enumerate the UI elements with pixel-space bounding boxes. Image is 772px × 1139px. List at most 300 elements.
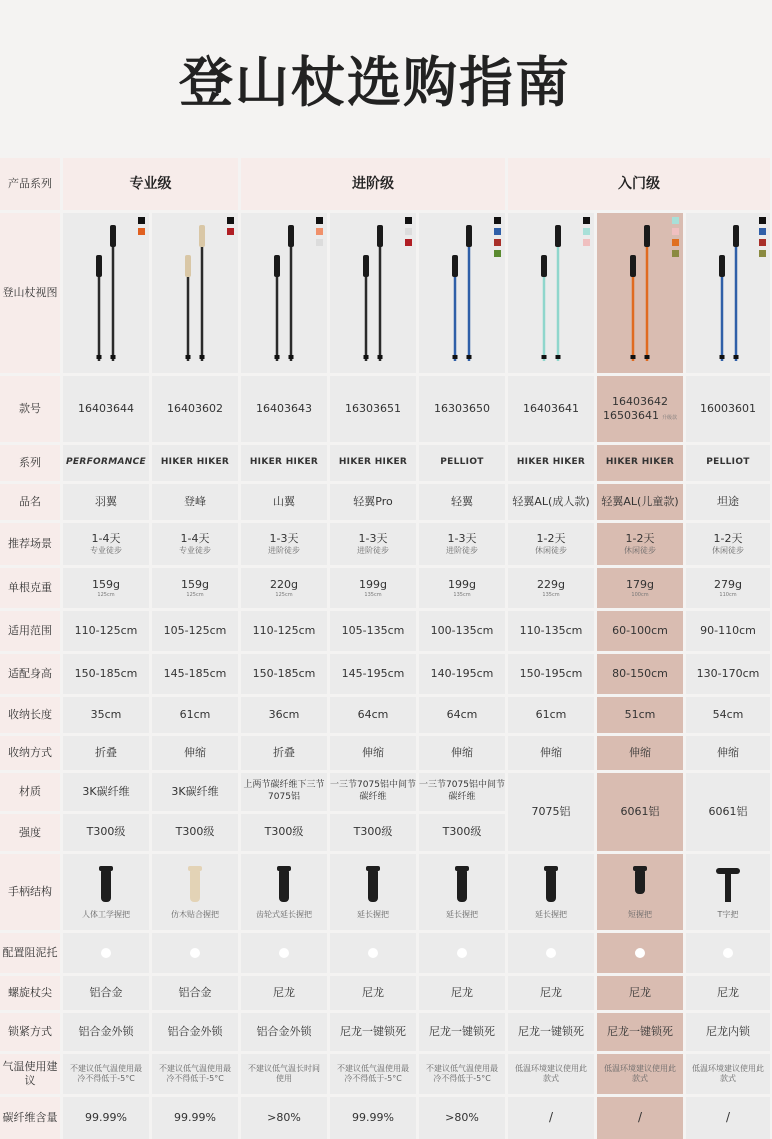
color-swatch (405, 239, 412, 246)
page-title: 登山杖选购指南 (179, 51, 571, 114)
tip-material-text: 尼龙 (273, 985, 295, 999)
stow-mode (152, 736, 238, 770)
carbon-content (63, 1097, 149, 1139)
included-dot-icon (546, 948, 556, 958)
fit-height (63, 654, 149, 694)
grip-icon (625, 864, 655, 906)
usable-range-text: 110-125cm (252, 623, 316, 637)
color-swatch (672, 239, 679, 246)
temp-text: 不建议低气温使用最冷不得低于-5°C (426, 1063, 498, 1083)
product-name-text: 轻翼 (451, 494, 473, 508)
product-name-text: 坦途 (717, 494, 739, 508)
mud-basket (597, 933, 683, 973)
header-mud: 配置阻泥托 (0, 933, 60, 973)
model-code-upgrade (603, 409, 677, 423)
carbon-content (330, 1097, 416, 1139)
carbon-content (241, 1097, 327, 1139)
color-swatch (494, 228, 501, 235)
usable-range (241, 611, 327, 651)
carbon-text: / (725, 1110, 731, 1125)
tier-advanced: 进阶级 (241, 158, 505, 210)
material (686, 773, 770, 851)
pole-illustration (508, 213, 594, 373)
lock-mode (419, 1013, 505, 1051)
model-number (686, 376, 770, 442)
included-dot-icon (635, 948, 645, 958)
product-name (597, 484, 683, 520)
color-swatch (138, 228, 145, 235)
color-swatch (316, 217, 323, 224)
color-swatch (759, 228, 766, 235)
model-code: 16303651 (345, 401, 401, 415)
stow-mode (241, 736, 327, 770)
stow-mode-text: 伸缩 (629, 745, 651, 759)
carbon-content (597, 1097, 683, 1139)
trekking-pole-icon (508, 213, 594, 373)
fit-height (508, 654, 594, 694)
carbon-text: / (548, 1110, 554, 1125)
included-dot-icon (101, 948, 111, 958)
brand-logo: HIKER HIKER (516, 457, 586, 468)
recommended-scene (63, 523, 149, 565)
grip-wrap (241, 854, 327, 930)
grip-wrap (686, 854, 770, 930)
grip-icon (269, 864, 299, 906)
header-weight: 单根克重 (0, 568, 60, 608)
grip-label: 仿木贴合握把 (171, 909, 219, 919)
temp-text: 不建议低气温使用最冷不得低于-5°C (337, 1063, 409, 1083)
brand-logo: HIKER HIKER (338, 457, 408, 468)
color-swatch (672, 217, 679, 224)
pole-illustration (241, 213, 327, 373)
material-text: 一三节7075铝中间节碳纤维 (419, 780, 505, 802)
carbon-text: 99.99% (85, 1110, 127, 1124)
fit-height-text: 130-170cm (696, 666, 760, 680)
pole-image (597, 213, 683, 373)
temperature-advice (241, 1054, 327, 1094)
product-name-text: 登峰 (184, 494, 206, 508)
recommended-scene (597, 523, 683, 565)
stowed-length (419, 697, 505, 733)
header-carbon: 碳纤维含量 (0, 1097, 60, 1139)
fit-height (419, 654, 505, 694)
lock-mode (330, 1013, 416, 1051)
scene-days: 1-3天 (447, 531, 477, 545)
pole-illustration (152, 213, 238, 373)
usable-range (597, 611, 683, 651)
fit-height-text: 80-150cm (612, 666, 668, 680)
product-name (330, 484, 416, 520)
tier-entry: 入门级 (508, 158, 770, 210)
fit-height-text: 150-185cm (74, 666, 138, 680)
fit-height (597, 654, 683, 694)
grip-label: 延长握把 (446, 909, 478, 919)
fit-height (330, 654, 416, 694)
grip-icon (180, 864, 210, 906)
color-swatch (227, 228, 234, 235)
grip-wrap (597, 854, 683, 930)
pole-image (330, 213, 416, 373)
scene-days: 1-3天 (269, 531, 299, 545)
grip-structure (152, 854, 238, 930)
lock-mode (241, 1013, 327, 1051)
usable-range (330, 611, 416, 651)
fit-height-text: 150-185cm (252, 666, 316, 680)
color-swatch (583, 228, 590, 235)
usable-range (152, 611, 238, 651)
lock-mode-text: 尼龙一键锁死 (340, 1024, 406, 1038)
product-name (419, 484, 505, 520)
material-text: 3K碳纤维 (171, 784, 219, 798)
carbon-text: / (637, 1110, 643, 1125)
tip-material-text: 尼龙 (540, 985, 562, 999)
trekking-pole-icon (63, 213, 149, 373)
carbon-text: >80% (267, 1110, 301, 1124)
model-code-2: 16503641 (602, 409, 659, 422)
carbon-text: 99.99% (352, 1110, 394, 1124)
temp-text: 低温环境建议使用此款式 (515, 1063, 587, 1083)
strength-text: T300级 (86, 825, 126, 839)
tip-material (330, 976, 416, 1010)
brand-logo: PELLIOT (706, 457, 750, 468)
unit-weight (508, 568, 594, 608)
stowed-length-text: 61cm (535, 707, 567, 721)
recommended-scene (330, 523, 416, 565)
grip-label: 人体工学握把 (82, 909, 130, 919)
grip-wrap (330, 854, 416, 930)
stowed-length (152, 697, 238, 733)
header-image: 登山杖视图 (0, 213, 60, 373)
mud-basket (419, 933, 505, 973)
grip-structure (597, 854, 683, 930)
model-number (63, 376, 149, 442)
scene-type: 专业徒步 (179, 545, 211, 555)
brand-logo: HIKER HIKER (160, 457, 230, 468)
grip-wrap (152, 854, 238, 930)
trekking-pole-icon (419, 213, 505, 373)
color-swatch (759, 239, 766, 246)
stow-mode-text: 伸缩 (717, 745, 739, 759)
included-dot-icon (457, 948, 467, 958)
lock-mode-text: 尼龙一键锁死 (518, 1024, 584, 1038)
material-text: 7075铝 (531, 804, 571, 818)
weight-value: 279g (714, 577, 742, 591)
tip-material-text: 尼龙 (362, 985, 384, 999)
mud-basket (508, 933, 594, 973)
color-swatch (583, 217, 590, 224)
tip-material (686, 976, 770, 1010)
scene-type: 进阶徒步 (446, 545, 478, 555)
product-name-text: 轻翼AL(成人款) (512, 494, 590, 508)
stowed-length (597, 697, 683, 733)
header-model: 款号 (0, 376, 60, 442)
material-text: 6061铝 (620, 804, 660, 818)
brand-line (152, 445, 238, 481)
model-number (597, 376, 683, 442)
stowed-length-text: 64cm (357, 707, 389, 721)
unit-weight (597, 568, 683, 608)
stowed-length-text: 36cm (268, 707, 300, 721)
pole-illustration (330, 213, 416, 373)
color-swatch (405, 228, 412, 235)
usable-range (508, 611, 594, 651)
weight-length: 125cm (186, 591, 204, 598)
tip-material (241, 976, 327, 1010)
scene-type: 休闲徒步 (712, 545, 744, 555)
stowed-length (330, 697, 416, 733)
carbon-content (152, 1097, 238, 1139)
product-name (63, 484, 149, 520)
lock-mode (63, 1013, 149, 1051)
pole-image (508, 213, 594, 373)
material (508, 773, 594, 851)
usable-range-text: 110-135cm (519, 623, 583, 637)
weight-value: 159g (181, 577, 209, 591)
tip-material (419, 976, 505, 1010)
model-number (152, 376, 238, 442)
recommended-scene (152, 523, 238, 565)
color-swatch (316, 239, 323, 246)
material (152, 773, 238, 811)
scene-days: 1-4天 (180, 531, 210, 545)
product-name (152, 484, 238, 520)
carbon-text: >80% (445, 1110, 479, 1124)
strength-text: T300级 (175, 825, 215, 839)
strength-text: T300级 (442, 825, 482, 839)
grip-label: 齿轮式延长握把 (256, 909, 312, 919)
lock-mode (152, 1013, 238, 1051)
product-name-text: 山翼 (273, 494, 295, 508)
lock-mode-text: 铝合金外锁 (256, 1024, 312, 1038)
usable-range-text: 100-135cm (430, 623, 494, 637)
color-swatch (316, 228, 323, 235)
grip-label: 延长握把 (357, 909, 389, 919)
fit-height-text: 145-195cm (341, 666, 405, 680)
scene-days: 1-4天 (91, 531, 121, 545)
stow-mode (686, 736, 770, 770)
material (330, 773, 416, 811)
temp-text: 不建议低气温长时间使用 (248, 1063, 320, 1083)
scene-type: 休闲徒步 (535, 545, 567, 555)
header-scene: 推荐场景 (0, 523, 60, 565)
weight-value: 179g (626, 577, 654, 591)
recommended-scene (241, 523, 327, 565)
material (63, 773, 149, 811)
pole-illustration (686, 213, 770, 373)
header-series: 产品系列 (0, 158, 60, 210)
mud-basket (686, 933, 770, 973)
grip-structure (686, 854, 770, 930)
brand-line (686, 445, 770, 481)
unit-weight (686, 568, 770, 608)
pole-illustration (419, 213, 505, 373)
model-code: 16303650 (434, 401, 490, 415)
mud-basket (152, 933, 238, 973)
grip-structure (63, 854, 149, 930)
brand-logo: PELLIOT (440, 457, 484, 468)
brand-logo: HIKER HIKER (605, 457, 675, 468)
scene-days: 1-2天 (625, 531, 655, 545)
product-name (241, 484, 327, 520)
temp-text: 低温环境建议使用此款式 (604, 1063, 676, 1083)
grip-label: 延长握把 (535, 909, 567, 919)
brand-line (241, 445, 327, 481)
tip-material-text: 铝合金 (178, 985, 212, 999)
lock-mode-text: 尼龙内锁 (706, 1024, 750, 1038)
stow-mode (508, 736, 594, 770)
stowed-length-text: 51cm (624, 707, 656, 721)
brand-line (419, 445, 505, 481)
grip-icon (91, 864, 121, 906)
tip-material-text: 尼龙 (629, 985, 651, 999)
brand-line (330, 445, 416, 481)
temp-text: 低温环境建议使用此款式 (692, 1063, 764, 1083)
stow-mode-text: 伸缩 (451, 745, 473, 759)
strength (241, 814, 327, 851)
scene-days: 1-2天 (536, 531, 566, 545)
stowed-length-text: 35cm (90, 707, 122, 721)
temperature-advice (686, 1054, 770, 1094)
model-code: 16403642 (612, 394, 668, 408)
color-swatch (494, 250, 501, 257)
weight-length: 135cm (364, 591, 382, 598)
lock-mode-text: 尼龙一键锁死 (607, 1024, 673, 1038)
material (241, 773, 327, 811)
brand-line (63, 445, 149, 481)
grip-icon (713, 864, 743, 906)
header-range: 适用范围 (0, 611, 60, 651)
stow-mode (597, 736, 683, 770)
header-temp: 气温使用建议 (0, 1054, 60, 1094)
stowed-length-text: 54cm (712, 707, 744, 721)
header-stowed: 收纳长度 (0, 697, 60, 733)
trekking-pole-icon (241, 213, 327, 373)
material-text: 3K碳纤维 (82, 784, 130, 798)
grip-label: T字把 (717, 909, 739, 919)
strength (152, 814, 238, 851)
header-grip: 手柄结构 (0, 854, 60, 930)
color-swatch (494, 239, 501, 246)
header-line: 系列 (0, 445, 60, 481)
stowed-length-text: 64cm (446, 707, 478, 721)
color-swatch (583, 239, 590, 246)
temperature-advice (597, 1054, 683, 1094)
fit-height-text: 150-195cm (519, 666, 583, 680)
temperature-advice (152, 1054, 238, 1094)
tip-material (597, 976, 683, 1010)
stow-mode-text: 伸缩 (540, 745, 562, 759)
product-name-text: 轻翼AL(儿童款) (601, 494, 679, 508)
recommended-scene (508, 523, 594, 565)
stow-mode (330, 736, 416, 770)
grip-icon (447, 864, 477, 906)
scene-days: 1-3天 (358, 531, 388, 545)
tip-material (63, 976, 149, 1010)
recommended-scene (419, 523, 505, 565)
included-dot-icon (279, 948, 289, 958)
carbon-content (419, 1097, 505, 1139)
stow-mode (63, 736, 149, 770)
lock-mode-text: 尼龙一键锁死 (429, 1024, 495, 1038)
pole-illustration (597, 213, 683, 373)
header-name: 品名 (0, 484, 60, 520)
header-strength: 强度 (0, 814, 60, 851)
stowed-length (508, 697, 594, 733)
usable-range-text: 90-110cm (700, 623, 756, 637)
lock-mode-text: 铝合金外锁 (78, 1024, 134, 1038)
usable-range-text: 110-125cm (74, 623, 138, 637)
stowed-length-text: 61cm (179, 707, 211, 721)
trekking-pole-icon (597, 213, 683, 373)
usable-range (686, 611, 770, 651)
model-code: 16403644 (78, 401, 134, 415)
color-swatch (759, 250, 766, 257)
stow-mode-text: 折叠 (273, 745, 295, 759)
mud-basket (63, 933, 149, 973)
grip-structure (330, 854, 416, 930)
model-code: 16403643 (256, 401, 312, 415)
color-swatch (405, 217, 412, 224)
upgrade-note: 升级款 (661, 415, 677, 421)
tier-pro: 专业级 (63, 158, 238, 210)
scene-type: 休闲徒步 (624, 545, 656, 555)
trekking-pole-icon (686, 213, 772, 373)
brand-logo: PERFORMANCE (66, 457, 146, 468)
weight-length: 135cm (453, 591, 471, 598)
color-swatch (672, 228, 679, 235)
color-swatch (759, 217, 766, 224)
material-text: 6061铝 (708, 804, 748, 818)
header-lock: 锁紧方式 (0, 1013, 60, 1051)
model-code: 16403602 (167, 401, 223, 415)
color-swatch (494, 217, 501, 224)
mud-basket (330, 933, 416, 973)
scene-days: 1-2天 (713, 531, 743, 545)
lock-mode-text: 铝合金外锁 (167, 1024, 223, 1038)
product-name (508, 484, 594, 520)
header-material: 材质 (0, 773, 60, 811)
grip-wrap (508, 854, 594, 930)
material (419, 773, 505, 811)
model-code: 16403641 (523, 401, 579, 415)
fit-height (241, 654, 327, 694)
weight-value: 159g (92, 577, 120, 591)
model-number (508, 376, 594, 442)
grip-icon (358, 864, 388, 906)
material-text: 一三节7075铝中间节碳纤维 (330, 780, 416, 802)
tip-material-text: 尼龙 (451, 985, 473, 999)
strength-text: T300级 (264, 825, 304, 839)
included-dot-icon (723, 948, 733, 958)
pole-illustration (63, 213, 149, 373)
included-dot-icon (368, 948, 378, 958)
weight-length: 110cm (719, 591, 737, 598)
included-dot-icon (190, 948, 200, 958)
stowed-length (686, 697, 770, 733)
color-swatch (672, 250, 679, 257)
pole-image (63, 213, 149, 373)
lock-mode (686, 1013, 770, 1051)
lock-mode (597, 1013, 683, 1051)
model-number (419, 376, 505, 442)
strength (63, 814, 149, 851)
weight-length: 135cm (542, 591, 560, 598)
pole-image (419, 213, 505, 373)
fit-height (686, 654, 770, 694)
grip-wrap (419, 854, 505, 930)
usable-range (419, 611, 505, 651)
material (597, 773, 683, 851)
